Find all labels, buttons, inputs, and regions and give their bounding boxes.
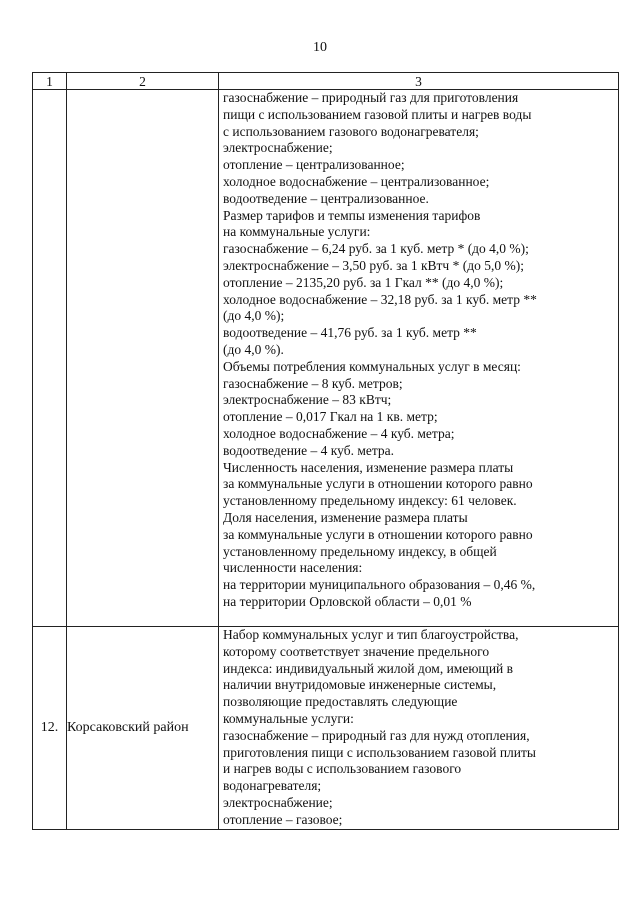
description-line: отопление – 0,017 Гкал на 1 кв. метр; bbox=[223, 409, 438, 425]
table-row bbox=[33, 627, 619, 830]
description-cell bbox=[219, 90, 619, 627]
description-cell bbox=[219, 627, 619, 830]
description-line: электроснабжение; bbox=[223, 794, 333, 810]
description-line: холодное водоснабжение – 32,18 руб. за 1 куб. метр ** bbox=[223, 291, 537, 307]
description-line: пищи с использованием газовой плиты и нагрев воды bbox=[223, 106, 532, 122]
description-line: Набор коммунальных услуг и тип благоустройства, bbox=[223, 627, 519, 642]
description-line: водоотведение – 4 куб. метра. bbox=[223, 442, 395, 458]
description-line: отопление – 2135,20 руб. за 1 Гкал ** (до 4,0 %); bbox=[223, 274, 504, 290]
column-header-3: 3 bbox=[219, 73, 619, 90]
description-line: газоснабжение – природный газ для приготовления bbox=[223, 90, 519, 105]
description-line: водонагревателя; bbox=[223, 778, 322, 794]
description-line: Доля населения, изменение размера платы bbox=[223, 509, 468, 525]
description-line: Объемы потребления коммунальных услуг в месяц: bbox=[223, 358, 521, 374]
district-name-cell bbox=[67, 90, 219, 627]
row-number-cell: 12. bbox=[33, 627, 67, 830]
description-line: и нагрев воды с использованием газового bbox=[223, 761, 462, 777]
description-line: которому соответствует значение предельного bbox=[223, 643, 490, 659]
description-line: отопление – газовое; bbox=[223, 811, 343, 827]
table-row bbox=[33, 90, 619, 627]
description-line: холодное водоснабжение – централизованное; bbox=[223, 173, 490, 189]
description-line: электроснабжение – 83 кВтч; bbox=[223, 392, 392, 408]
description-line: газоснабжение – природный газ для нужд отопления, bbox=[223, 727, 530, 743]
description-line: отопление – централизованное; bbox=[223, 157, 405, 173]
page-number: 10 bbox=[313, 40, 327, 55]
municipal-tariff-table bbox=[32, 72, 619, 830]
row-number-cell bbox=[33, 90, 67, 627]
description-text bbox=[219, 627, 618, 829]
column-header-2: 2 bbox=[67, 73, 219, 90]
description-line: газоснабжение – 6,24 руб. за 1 куб. метр * (до 4,0 %); bbox=[223, 241, 529, 257]
description-line: наличии внутридомовые инженерные системы, bbox=[223, 677, 497, 693]
description-line: на коммунальные услуги: bbox=[223, 224, 371, 240]
description-line: Численность населения, изменение размера платы bbox=[223, 459, 514, 475]
description-line: Размер тарифов и темпы изменения тарифов bbox=[223, 207, 481, 223]
description-line: на территории Орловской области – 0,01 % bbox=[223, 593, 472, 609]
description-line: позволяющие предоставлять следующие bbox=[223, 694, 458, 710]
description-line: за коммунальные услуги в отношении которого равно bbox=[223, 526, 533, 542]
description-line: электроснабжение; bbox=[223, 140, 333, 156]
description-line: индекса: индивидуальный жилой дом, имеющий в bbox=[223, 660, 514, 676]
description-line: приготовления пищи с использованием газовой плиты bbox=[223, 744, 536, 760]
description-line: с использованием газового водонагревателя; bbox=[223, 123, 479, 139]
description-line: водоотведение – 41,76 руб. за 1 куб. метр ** bbox=[223, 325, 477, 341]
table-header-row bbox=[33, 73, 619, 90]
description-line: (до 4,0 %). bbox=[223, 341, 284, 357]
description-line: на территории муниципального образования – 0,46 %, bbox=[223, 577, 536, 593]
description-line: коммунальные услуги: bbox=[223, 710, 354, 726]
district-name-cell: Корсаковский район bbox=[67, 627, 219, 830]
description-line: холодное водоснабжение – 4 куб. метра; bbox=[223, 425, 455, 441]
description-line: (до 4,0 %); bbox=[223, 308, 285, 324]
description-line: электроснабжение – 3,50 руб. за 1 кВтч * (до 5,0 %); bbox=[223, 257, 524, 273]
description-line: водоотведение – централизованное. bbox=[223, 190, 429, 206]
column-header-1: 1 bbox=[33, 73, 67, 90]
description-line: численности населения: bbox=[223, 560, 363, 576]
description-line: газоснабжение – 8 куб. метров; bbox=[223, 375, 403, 391]
description-line: установленному предельному индексу: 61 человек. bbox=[223, 493, 517, 509]
description-text bbox=[219, 90, 618, 611]
description-line: за коммунальные услуги в отношении которого равно bbox=[223, 476, 533, 492]
description-line: установленному предельному индексу, в общей bbox=[223, 543, 497, 559]
